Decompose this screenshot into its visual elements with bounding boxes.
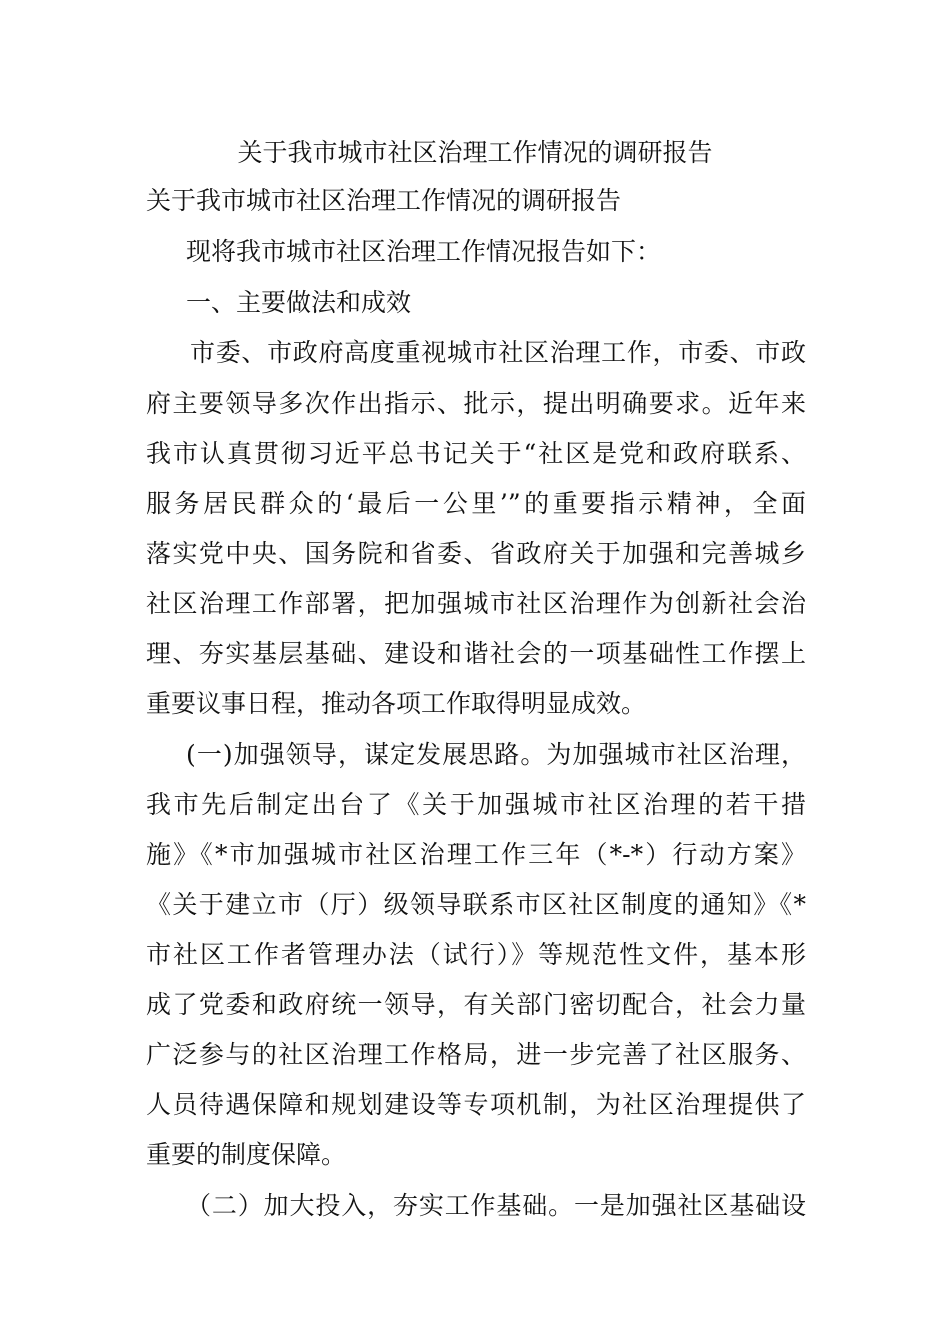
paragraph-line: 理、夯实基层基础、建设和谐社会的一项基础性工作摆上 xyxy=(146,639,806,668)
paragraph-line: 重要的制度保障。 xyxy=(146,1140,347,1169)
section-heading: 一、主要做法和成效 xyxy=(186,288,412,317)
document-subtitle: 关于我市城市社区治理工作情况的调研报告 xyxy=(146,186,622,215)
paragraph-line: 服务居民群众的‘最后一公里’”的重要指示精神，全面 xyxy=(146,489,806,518)
paragraph-line: 市委、市政府高度重视城市社区治理工作，市委、市政 xyxy=(190,338,806,367)
paragraph-line: 广泛参与的社区治理工作格局，进一步完善了社区服务、 xyxy=(146,1040,806,1069)
paragraph-line: 我市先后制定出台了《关于加强城市社区治理的若干措 xyxy=(146,790,806,819)
paragraph-line: 施》《*市加强城市社区治理工作三年（*-*）行动方案》 xyxy=(146,840,806,869)
paragraph-line: 市社区工作者管理办法（试行）》等规范性文件，基本形 xyxy=(146,940,806,969)
paragraph-line: 落实党中央、国务院和省委、省政府关于加强和完善城乡 xyxy=(146,539,806,568)
paragraph-line: (一)加强领导，谋定发展思路。为加强城市社区治理， xyxy=(186,740,806,769)
paragraph-line: 我市认真贯彻习近平总书记关于“社区是党和政府联系、 xyxy=(146,439,806,468)
paragraph-line: 《关于建立市（厅）级领导联系市区社区制度的通知》《* xyxy=(146,890,806,919)
paragraph-line: （二）加大投入，夯实工作基础。一是加强社区基础设 xyxy=(186,1191,806,1220)
paragraph-line: 社区治理工作部署，把加强城市社区治理作为创新社会治 xyxy=(146,589,806,618)
paragraph-line: 成了党委和政府统一领导，有关部门密切配合，社会力量 xyxy=(146,990,806,1019)
intro-line: 现将我市城市社区治理工作情况报告如下： xyxy=(186,237,662,266)
paragraph-line: 重要议事日程，推动各项工作取得明显成效。 xyxy=(146,689,647,718)
document-title: 关于我市城市社区治理工作情况的调研报告 xyxy=(237,138,713,167)
paragraph-line: 府主要领导多次作出指示、批示，提出明确要求。近年来 xyxy=(146,389,806,418)
paragraph-line: 人员待遇保障和规划建设等专项机制，为社区治理提供了 xyxy=(146,1090,806,1119)
